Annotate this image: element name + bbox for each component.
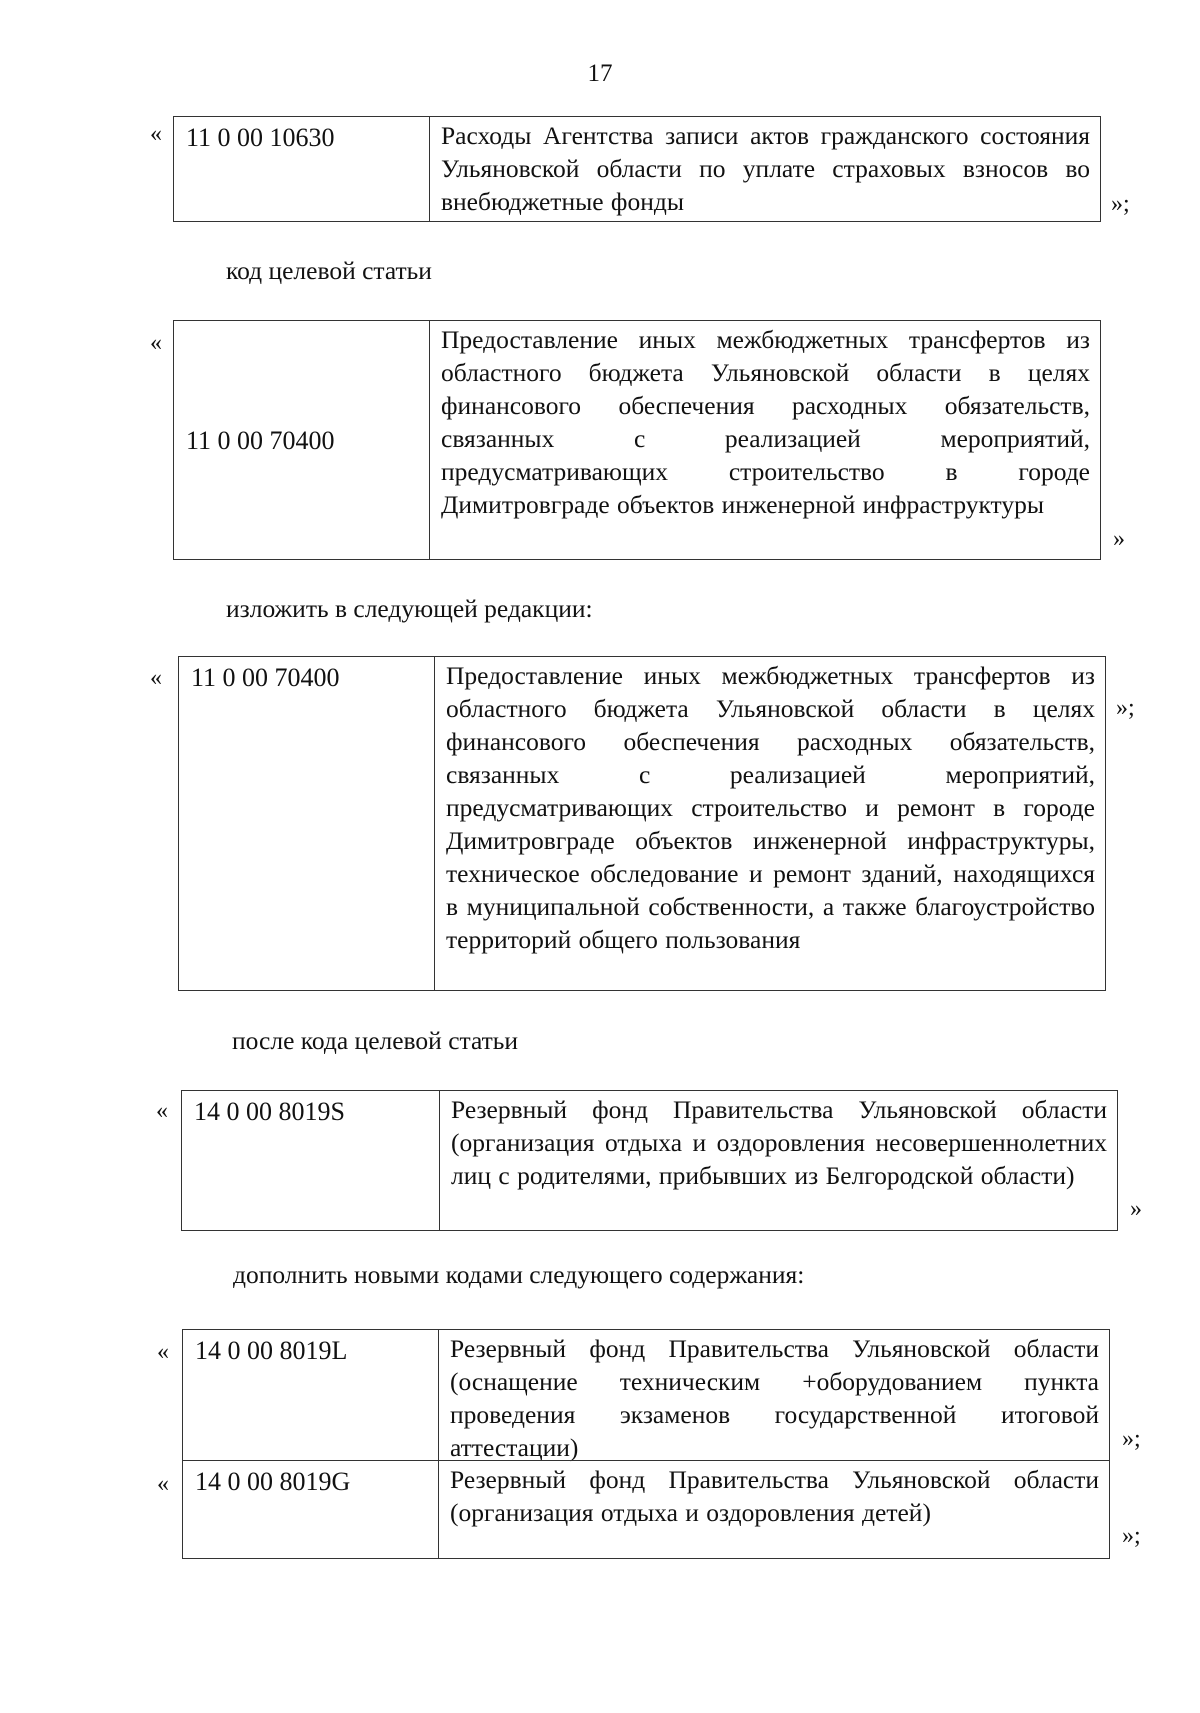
target-article-description: Предоставление иных межбюджетных трансфертов из областного бюджета Ульяновской области в целях финансового обеспечения расходных обязательств, связанных с реализацией мероприятий, предусматривающих строительство и ремонт в городе Димитровграде объектов инженерной инфраструктуры, техническое обследование и ремонт зданий, находящихся в муниципальной собственности, а также благоустройство территорий общего пользования	[446, 661, 1095, 954]
instruction-paragraph: изложить в следующей редакции:	[226, 594, 593, 623]
close-quote: »;	[1116, 695, 1135, 721]
table-row	[183, 1330, 1109, 1460]
code-table	[173, 116, 1101, 222]
open-quote: «	[156, 1098, 168, 1124]
target-article-code: 14 0 00 8019L	[183, 1330, 439, 1460]
target-article-code: 11 0 00 70400	[179, 657, 435, 990]
target-article-description: Резервный фонд Правительства Ульяновской области (организация отдыха и оздоровления детей)	[450, 1465, 1099, 1527]
code-table	[173, 320, 1101, 560]
close-quote: »;	[1122, 1523, 1141, 1549]
target-article-description: Резервный фонд Правительства Ульяновской области (организация отдыха и оздоровления несовершеннолетних лиц с родителями, прибывших из Белгородской области)	[451, 1095, 1107, 1190]
target-article-description: Предоставление иных межбюджетных трансфертов из областного бюджета Ульяновской области в целях финансового обеспечения расходных обязательств, связанных с реализацией мероприятий, предусматривающих строительство в городе Димитровграде объектов инженерной инфраструктуры	[441, 325, 1090, 519]
code-table	[181, 1090, 1118, 1231]
open-quote: «	[150, 121, 162, 147]
target-article-code: 11 0 00 70400	[174, 321, 430, 559]
close-quote: »	[1130, 1196, 1142, 1222]
close-quote: »;	[1111, 191, 1130, 217]
open-quote: «	[157, 1471, 169, 1497]
open-quote: «	[150, 330, 162, 356]
open-quote: «	[150, 665, 162, 691]
code-table	[178, 656, 1106, 991]
target-article-code: 14 0 00 8019G	[183, 1461, 439, 1558]
target-article-code: 11 0 00 10630	[174, 117, 430, 221]
close-quote: »	[1113, 526, 1125, 552]
table-row	[183, 1460, 1109, 1558]
open-quote: «	[157, 1339, 169, 1365]
close-quote: »;	[1122, 1426, 1141, 1452]
instruction-paragraph: после кода целевой статьи	[232, 1026, 519, 1055]
target-article-description: Резервный фонд Правительства Ульяновской области (оснащение техническим +оборудованием пункта проведения экзаменов государственной итоговой аттестации)	[450, 1334, 1099, 1462]
code-table	[182, 1329, 1110, 1559]
instruction-paragraph: код целевой статьи	[226, 256, 432, 285]
target-article-code: 14 0 00 8019S	[182, 1091, 440, 1230]
page-number: 17	[587, 60, 613, 87]
instruction-paragraph: дополнить новыми кодами следующего содержания:	[233, 1260, 805, 1289]
target-article-description: Расходы Агентства записи актов гражданского состояния Ульяновской области по уплате страховых взносов во внебюджетные фонды	[441, 121, 1090, 216]
